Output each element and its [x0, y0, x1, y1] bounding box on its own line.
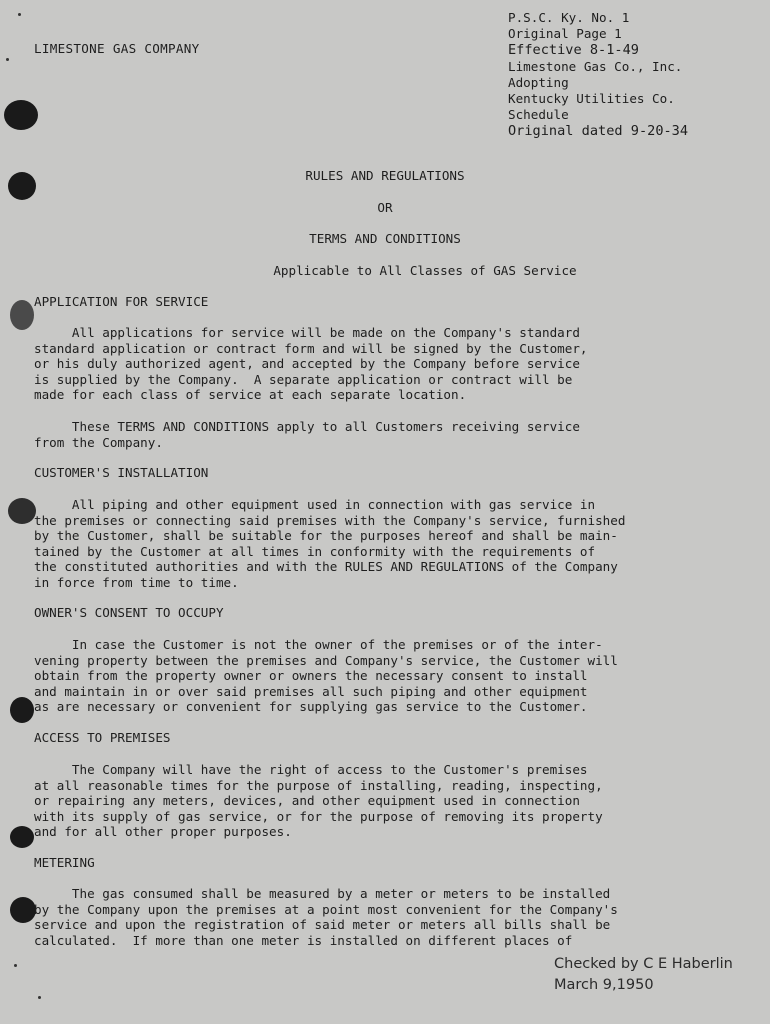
text-line: calculated. If more than one meter is installed on different places of: [34, 932, 573, 948]
section-heading-application: APPLICATION FOR SERVICE: [34, 294, 209, 309]
text-line: tained by the Customer at all times in conformity with the requirements of: [34, 543, 596, 559]
paragraph-metering: [34, 886, 744, 948]
text-line: by the Company upon the premises at a point most convenient for the Company's: [34, 901, 618, 917]
text-line: In case the Customer is not the owner of the premises or of the inter-: [34, 637, 603, 652]
paragraph-consent: [34, 637, 744, 715]
filing-header-line: P.S.C. Ky. No. 1: [508, 10, 630, 25]
filing-header-line: Schedule: [508, 107, 569, 123]
text-line: obtain from the property owner or owners the necessary consent to install: [34, 668, 588, 684]
speck: [6, 58, 9, 61]
section-heading-installation: CUSTOMER'S INSTALLATION: [34, 465, 209, 480]
document-title-terms: TERMS AND CONDITIONS: [309, 231, 461, 246]
text-line: the constituted authorities and with the RULES AND REGULATIONS of the Company: [34, 559, 618, 575]
section-heading-metering: METERING: [34, 855, 95, 870]
text-line: standard application or contract form and will be signed by the Customer,: [34, 340, 588, 356]
text-line: and maintain in or over said premises all such piping and other equipment: [34, 683, 588, 699]
punch-hole: [4, 100, 38, 130]
speck: [38, 996, 41, 999]
speck: [18, 13, 21, 16]
signature-line: Checked by C E Haberlin: [554, 956, 733, 972]
text-line: All piping and other equipment used in connection with gas service in: [34, 497, 596, 512]
punch-hole: [8, 498, 36, 524]
document-subtitle: Applicable to All Classes of GAS Service: [273, 263, 577, 278]
filing-header: [508, 10, 688, 140]
paragraph-application-scope: [34, 419, 744, 450]
text-line: the premises or connecting said premises with the Company's service, furnished: [34, 512, 626, 528]
paragraph-access: [34, 762, 744, 840]
filing-header-line: Limestone Gas Co., Inc.: [508, 58, 683, 74]
punch-hole: [10, 897, 36, 923]
text-line: The gas consumed shall be measured by a meter or meters to be installed: [34, 886, 611, 901]
section-heading-consent: OWNER'S CONSENT TO OCCUPY: [34, 605, 224, 620]
section-heading-access: ACCESS TO PREMISES: [34, 730, 171, 745]
punch-hole: [10, 697, 34, 723]
text-line: by the Customer, shall be suitable for the purposes hereof and shall be main-: [34, 528, 618, 544]
text-line: or repairing any meters, devices, and other equipment used in connection: [34, 793, 580, 809]
text-line: vening property between the premises and Company's service, the Customer will: [34, 652, 618, 668]
filing-header-line: Kentucky Utilities Co.: [508, 91, 675, 107]
text-line: with its supply of gas service, or for the purpose of removing its property: [34, 808, 603, 824]
speck: [14, 964, 17, 967]
text-line: or his duly authorized agent, and accepted by the Company before service: [34, 356, 580, 372]
filing-header-line: Original Page 1: [508, 26, 622, 42]
punch-hole: [10, 300, 34, 330]
text-line: service and upon the registration of said meter or meters all bills shall be: [34, 917, 611, 933]
document-title-or: OR: [377, 200, 393, 215]
paragraph-installation: [34, 497, 744, 591]
text-line: from the Company.: [34, 434, 163, 450]
text-line: These TERMS AND CONDITIONS apply to all Customers receiving service: [34, 419, 580, 434]
filing-header-line: Original dated 9-20-34: [508, 123, 689, 140]
text-line: and for all other proper purposes.: [34, 824, 292, 840]
paragraph-application: [34, 325, 744, 403]
text-line: as are necessary or convenient for supplying gas service to the Customer.: [34, 699, 588, 715]
company-name: LIMESTONE GAS COMPANY: [34, 41, 200, 56]
text-line: The Company will have the right of access to the Customer's premises: [34, 762, 588, 777]
filing-header-line: Adopting: [508, 74, 569, 90]
signature-date: March 9,1950: [554, 977, 654, 993]
text-line: made for each class of service at each separate location.: [34, 387, 467, 403]
filing-header-line: Effective 8-1-49: [508, 42, 639, 59]
punch-hole: [10, 826, 34, 848]
text-line: at all reasonable times for the purpose of installing, reading, inspecting,: [34, 777, 603, 793]
reviewer-signature: [554, 954, 733, 996]
document-title: RULES AND REGULATIONS: [305, 168, 465, 183]
text-line: in force from time to time.: [34, 574, 239, 590]
text-line: All applications for service will be made on the Company's standard: [34, 325, 580, 340]
text-line: is supplied by the Company. A separate application or contract will be: [34, 371, 573, 387]
